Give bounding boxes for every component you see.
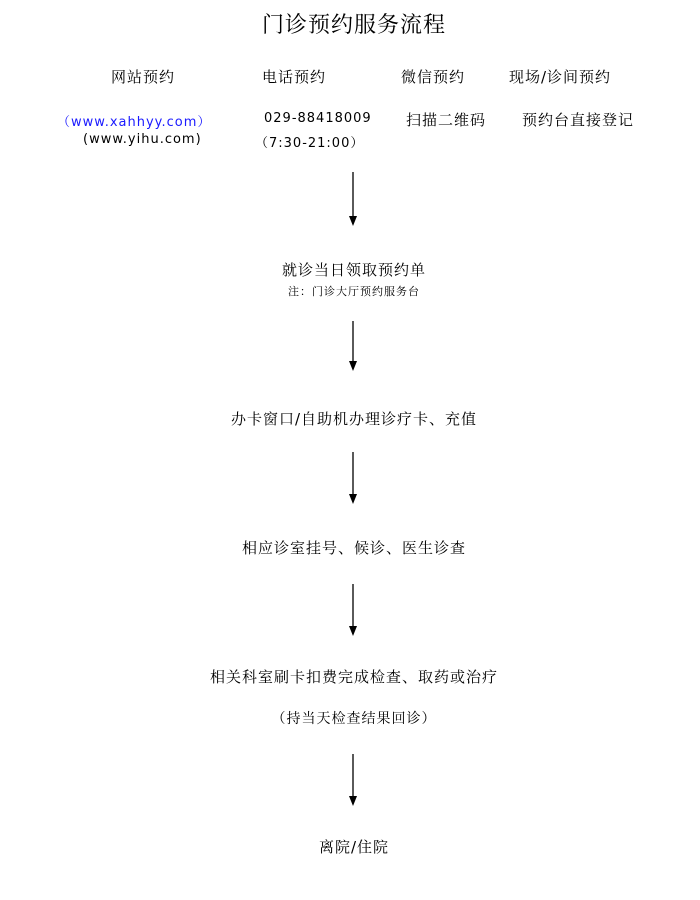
method-phone-label: 电话预约 (262, 68, 327, 86)
website-link-xahhyy[interactable]: （www.xahhyy.com） (57, 115, 212, 130)
flow-arrow-icon (347, 321, 359, 371)
step-pay-examination: 相关科室刷卡扣费完成检查、取药或治疗 (209, 668, 498, 686)
flow-arrow-icon (347, 452, 359, 504)
step-register-consult: 相应诊室挂号、候诊、医生诊查 (241, 539, 466, 557)
method-wechat-label: 微信预约 (401, 68, 466, 86)
flow-arrow-icon (347, 172, 359, 226)
website-link-yihu: (www.yihu.com) (83, 132, 202, 147)
method-onsite-label: 现场/诊间预约 (509, 68, 612, 86)
method-website-label: 网站预约 (111, 68, 176, 86)
phone-hours: （7:30-21:00） (255, 136, 365, 151)
wechat-instruction: 扫描二维码 (406, 111, 487, 129)
flow-arrow-icon (347, 584, 359, 636)
flow-arrow-icon (347, 754, 359, 806)
step-note-return-results: （持当天检查结果回诊） (271, 711, 437, 727)
page-title: 门诊预约服务流程 (261, 13, 446, 38)
phone-number: 029-88418009 (264, 111, 372, 126)
step-note-service-desk: 注：门诊大厅预约服务台 (288, 285, 420, 298)
step-get-appointment-slip: 就诊当日领取预约单 (281, 261, 426, 279)
onsite-instruction: 预约台直接登记 (522, 111, 635, 129)
step-discharge-admission: 离院/住院 (318, 838, 390, 856)
step-card-recharge: 办卡窗口/自助机办理诊疗卡、充值 (230, 410, 478, 428)
